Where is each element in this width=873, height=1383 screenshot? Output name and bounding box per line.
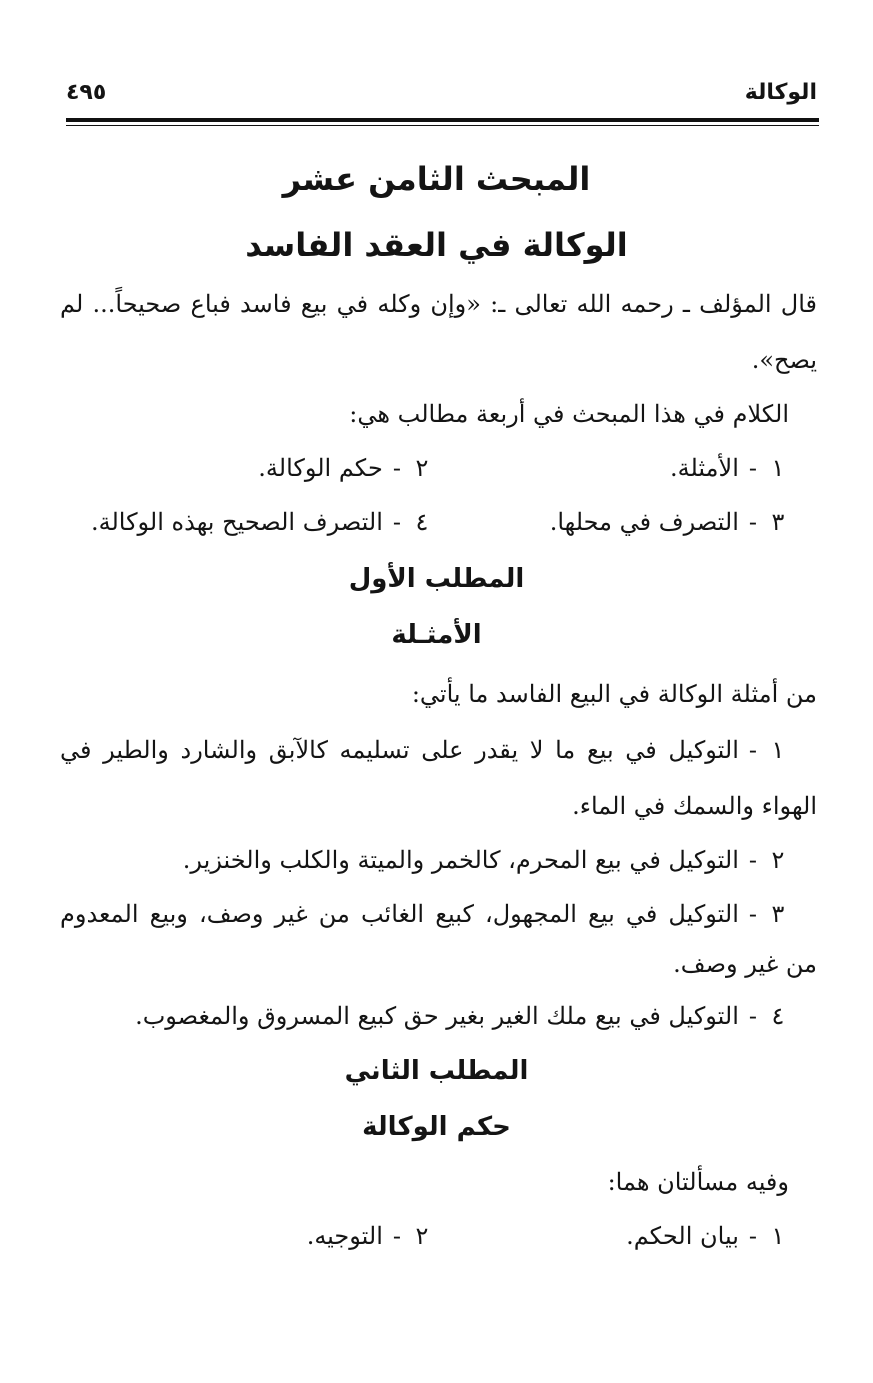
example-continuation: من غير وصف. bbox=[673, 950, 817, 978]
topic-item: ١-الأمثلة. bbox=[670, 454, 789, 482]
quote-line-2: يصح». bbox=[751, 346, 817, 374]
topic-item: ٢-حكم الوكالة. bbox=[258, 454, 433, 482]
header-title: الوكالة bbox=[744, 80, 817, 105]
example-text: التوكيل في بيع المجهول، كبيع الغائب من غير وصف، وبيع المعدوم bbox=[60, 900, 739, 928]
example-item: ٣ - التوكيل في بيع المجهول، كبيع الغائب من غير وصف، وبيع المعدوم bbox=[60, 900, 789, 928]
part1-intro: من أمثلة الوكالة في البيع الفاسد ما يأتي: bbox=[411, 680, 817, 708]
section-title: المبحث الثامن عشر bbox=[282, 160, 591, 198]
example-number: ١ bbox=[771, 736, 785, 764]
topic-number: ٤ bbox=[415, 508, 429, 536]
topic-text: الأمثلة. bbox=[669, 454, 739, 482]
running-header bbox=[66, 80, 817, 116]
question-number: ٢ bbox=[415, 1222, 429, 1250]
example-number: ٣ bbox=[771, 900, 785, 928]
section-subtitle: الوكالة في العقد الفاسد bbox=[245, 226, 628, 264]
part1-subtitle: الأمثـلة bbox=[391, 620, 482, 650]
question-item: ٢-التوجيه. bbox=[307, 1222, 433, 1250]
question-number: ١ bbox=[771, 1222, 785, 1250]
example-item: ٢-التوكيل في بيع المحرم، كالخمر والميتة والكلب والخنزير. bbox=[183, 846, 789, 874]
header-rule-thin bbox=[66, 125, 819, 126]
part1-title: المطلب الأول bbox=[348, 564, 525, 594]
example-item: ١ - التوكيل في بيع ما لا يقدر على تسليمه كالآبق والشارد والطير في bbox=[60, 736, 789, 764]
example-text: التوكيل في بيع ما لا يقدر على تسليمه كالآبق والشارد والطير في bbox=[60, 736, 739, 764]
overview-text: الكلام في هذا المبحث في أربعة مطالب هي: bbox=[349, 400, 789, 428]
example-text: التوكيل في بيع ملك الغير بغير حق كبيع المسروق والمغصوب. bbox=[135, 1002, 739, 1030]
topic-text: التصرف في محلها. bbox=[549, 508, 739, 536]
topic-text: حكم الوكالة. bbox=[258, 454, 383, 482]
topic-number: ٣ bbox=[771, 508, 785, 536]
topic-item: ٤-التصرف الصحيح بهذه الوكالة. bbox=[91, 508, 433, 536]
header-rule-thick bbox=[66, 118, 819, 122]
topic-number: ١ bbox=[771, 454, 785, 482]
topic-number: ٢ bbox=[415, 454, 429, 482]
question-text: بيان الحكم. bbox=[626, 1222, 739, 1250]
example-item: ٤-التوكيل في بيع ملك الغير بغير حق كبيع المسروق والمغصوب. bbox=[135, 1002, 789, 1030]
question-item: ١-بيان الحكم. bbox=[626, 1222, 789, 1250]
topic-text: التصرف الصحيح بهذه الوكالة. bbox=[90, 508, 383, 536]
part2-title: المطلب الثاني bbox=[344, 1056, 529, 1086]
question-text: التوجيه. bbox=[306, 1222, 383, 1250]
example-text: التوكيل في بيع المحرم، كالخمر والميتة والكلب والخنزير. bbox=[182, 846, 739, 874]
example-number: ٤ bbox=[771, 1002, 785, 1030]
example-continuation: الهواء والسمك في الماء. bbox=[572, 792, 817, 820]
quote-line-1: قال المؤلف ـ رحمه الله تعالى ـ: «وإن وكله في بيع فاسد فباع صحيحاً... لم bbox=[60, 290, 817, 318]
page-number: ٤٩٥ bbox=[66, 80, 107, 105]
part2-intro: وفيه مسألتان هما: bbox=[607, 1168, 789, 1196]
example-number: ٢ bbox=[771, 846, 785, 874]
topic-item: ٣-التصرف في محلها. bbox=[550, 508, 789, 536]
part2-subtitle: حكم الوكالة bbox=[362, 1112, 511, 1142]
